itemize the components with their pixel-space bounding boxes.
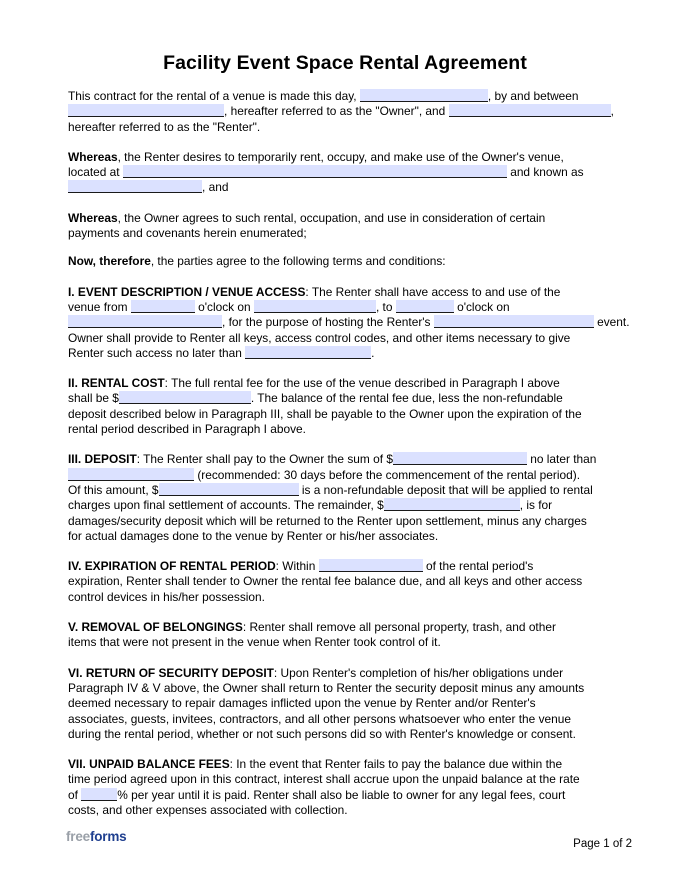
whereas-label: Whereas	[68, 149, 118, 164]
section-removal	[68, 620, 624, 651]
section-text: time period agreed upon in this contract, interest shall accrue upon the unpaid balance at the rate	[68, 772, 580, 787]
nonrefundable-amount-field[interactable]	[159, 483, 299, 496]
section-heading: V. REMOVAL OF BELONGINGS	[68, 620, 243, 635]
logo-text-forms: forms	[89, 829, 127, 844]
section-text: shall be $	[68, 391, 119, 406]
section-rental-cost	[68, 376, 624, 437]
section-text: of the rental period's	[425, 559, 534, 574]
intro-paragraph	[68, 89, 624, 135]
section-text: : Upon Renter's completion of his/her obligations under	[273, 665, 564, 680]
whereas-venue-paragraph	[68, 150, 624, 196]
section-security-deposit-return	[68, 666, 624, 742]
section-heading: IV. EXPIRATION OF RENTAL PERIOD	[68, 559, 276, 574]
now-therefore-text: , the parties agree to the following terms and conditions:	[150, 254, 446, 269]
section-text: . The balance of the rental fee due, less the non-refundable	[250, 391, 563, 406]
event-purpose-field[interactable]	[68, 315, 222, 328]
whereas-text: , and	[202, 180, 229, 195]
logo-text-free: free	[66, 829, 90, 844]
intro-text: , hereafter referred to as the "Owner", and	[224, 104, 446, 119]
section-text: expiration, Renter shall tender to Owner the rental fee balance due, and all keys and other access	[68, 574, 583, 589]
access-deadline-field[interactable]	[245, 346, 371, 359]
section-text: , to	[375, 299, 393, 314]
section-text: : The Renter shall pay to the Owner the sum of $	[136, 452, 393, 467]
section-text: of	[68, 787, 78, 802]
section-text: Paragraph IV & V above, the Owner shall return to Renter the security deposit minus any amounts	[68, 680, 585, 695]
section-text: deemed necessary to repair damages inflicted upon the venue by Renter and/or Renter's	[68, 696, 536, 711]
section-text: % per year until it is paid. Renter shall also be liable to owner for any legal fees, court	[117, 787, 566, 802]
start-date-field[interactable]	[254, 300, 376, 313]
agreement-body	[68, 89, 630, 833]
section-text: is a non-refundable deposit that will be applied to rental	[301, 482, 593, 497]
end-time-field[interactable]	[396, 300, 454, 313]
section-text: for actual damages done to the venue by Renter or his/her associates.	[68, 528, 439, 543]
security-deposit-field[interactable]	[384, 498, 520, 511]
section-expiration	[68, 559, 624, 605]
section-heading: VII. UNPAID BALANCE FEES	[68, 757, 230, 772]
whereas-label: Whereas	[68, 210, 118, 225]
section-text: rental period described in Paragraph I above.	[68, 422, 306, 437]
section-text: : Renter shall remove all personal property, trash, and other	[242, 620, 556, 635]
whereas-owner-paragraph	[68, 211, 624, 242]
page-number: Page 1 of 2	[573, 838, 632, 850]
section-deposit	[68, 452, 624, 544]
intro-text: ,	[610, 104, 614, 119]
whereas-text: , the Renter desires to temporarily rent, occupy, and make use of the Owner's venue,	[117, 149, 564, 164]
now-therefore-label: Now, therefore	[68, 254, 151, 269]
section-text: event.	[597, 315, 630, 330]
event-type-field[interactable]	[434, 315, 594, 328]
whereas-text: payments and covenants herein enumerated;	[68, 226, 307, 241]
section-text: .	[371, 345, 375, 360]
whereas-text: , the Owner agrees to such rental, occupation, and use in consideration of certain	[117, 210, 546, 225]
intro-text: , by and between	[487, 89, 579, 103]
whereas-text: and known as	[510, 165, 584, 180]
section-text: during the rental period, whether or not such persons did so with Renter's knowledge or consent.	[68, 726, 576, 741]
agreement-date-field[interactable]	[360, 89, 488, 102]
section-heading: VI. RETURN OF SECURITY DEPOSIT	[68, 665, 274, 680]
section-text: deposit described below in Paragraph III, shall be payable to the Owner upon the expiration of the	[68, 406, 582, 421]
whereas-text: located at	[68, 165, 120, 180]
deposit-sum-field[interactable]	[393, 452, 527, 465]
section-heading: II. RENTAL COST	[68, 376, 165, 391]
freeforms-logo	[66, 829, 126, 844]
section-text: no later than	[530, 452, 597, 467]
section-text: o'clock on	[457, 299, 510, 314]
venue-name-field[interactable]	[68, 180, 202, 193]
section-text: associates, guests, invitees, contractors, and all other persons whatsoever who enter the venue	[68, 711, 571, 726]
interest-rate-field[interactable]	[81, 788, 117, 801]
start-time-field[interactable]	[131, 300, 195, 313]
section-text: items that were not present in the venue when Renter took control of it.	[68, 635, 441, 650]
deposit-due-date-field[interactable]	[68, 468, 194, 481]
section-heading: III. DEPOSIT	[68, 452, 137, 467]
section-text: venue from	[68, 299, 128, 314]
section-text: Owner shall provide to Renter all keys, access control codes, and other items necessary to give	[68, 330, 571, 345]
document-title: Facility Event Space Rental Agreement	[163, 52, 527, 74]
section-text: Of this amount, $	[68, 482, 159, 497]
renter-name-field[interactable]	[449, 104, 611, 117]
section-heading: I. EVENT DESCRIPTION / VENUE ACCESS	[68, 284, 306, 299]
section-text: : In the event that Renter fails to pay the balance due within the	[229, 757, 563, 772]
section-text: , for the purpose of hosting the Renter's	[222, 315, 431, 330]
section-text: , is for	[519, 498, 553, 513]
section-text: charges upon final settlement of accounts. The remainder, $	[68, 498, 384, 513]
rental-fee-field[interactable]	[119, 391, 251, 404]
section-event-description	[68, 284, 630, 361]
venue-location-field[interactable]	[123, 165, 507, 178]
section-text: damages/security deposit which will be returned to the Renter upon settlement, minus any charges	[68, 513, 587, 528]
section-text: : The full rental fee for the use of the venue described in Paragraph I above	[164, 376, 560, 391]
section-unpaid-balance	[68, 757, 624, 818]
section-text: control devices in his/her possession.	[68, 589, 265, 604]
section-text: (recommended: 30 days before the commencement of the rental period).	[197, 467, 580, 482]
section-text: Renter such access no later than	[68, 345, 242, 360]
section-text: o'clock on	[198, 299, 251, 314]
intro-text: hereafter referred to as the "Renter".	[68, 119, 261, 134]
intro-text: This contract for the rental of a venue is made this day,	[68, 89, 357, 103]
now-therefore-paragraph	[68, 254, 624, 269]
expiration-period-field[interactable]	[319, 559, 423, 572]
section-text: : The Renter shall have access to and use of the	[305, 284, 561, 299]
section-text: : Within	[275, 559, 316, 574]
section-text: costs, and other expenses associated with collection.	[68, 802, 348, 817]
owner-name-field[interactable]	[68, 104, 224, 117]
